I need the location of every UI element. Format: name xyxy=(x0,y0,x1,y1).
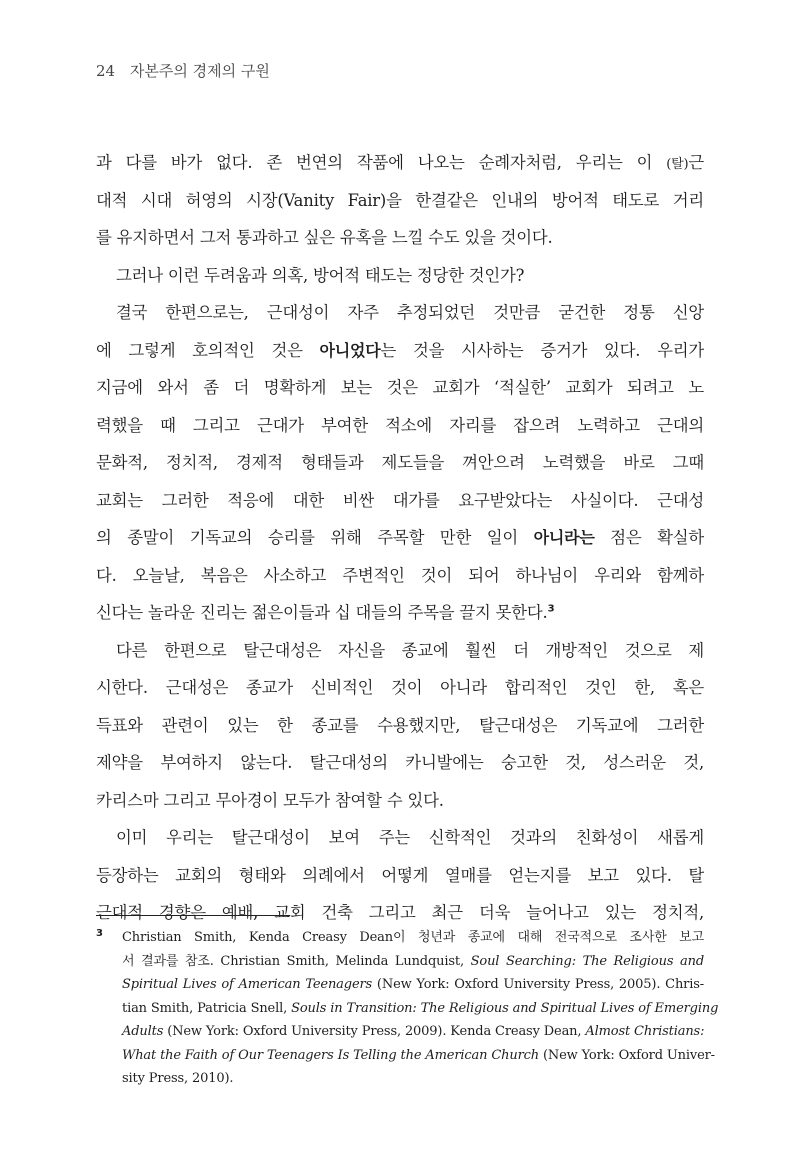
text-line: 교회는 그러한 적응에 대한 비싼 대가를 요구받았다는 사실이다. 근대성 xyxy=(96,490,704,510)
footnote-line: Adults (New York: Oxford University Press, 2009). Kenda Creasy Dean, Almost Christians: xyxy=(122,1024,705,1039)
footnote-number: 3 xyxy=(96,928,103,939)
footnote-line: 서 결과를 참조. Christian Smith, Melinda Lundquist, Soul Searching: The Religious and xyxy=(122,953,704,969)
page-number: 24 xyxy=(96,62,116,80)
text-line: 과 다를 바가 없다. 존 번연의 작품에 나오는 순례자처럼, 우리는 이 (탈)근 xyxy=(96,153,704,172)
emphasis: 아니었다 xyxy=(319,340,381,360)
text-line: 카리스마 그리고 무아경이 모두가 참여할 수 있다. xyxy=(96,790,444,810)
text-line: 문화적, 정치적, 경제적 형태들과 제도들을 껴안으려 노력했을 바로 그때 xyxy=(96,453,704,472)
text-line: 신다는 놀라운 진리는 젊은이들과 십 대들의 주목을 끌지 못한다.$^3$ xyxy=(96,603,555,622)
footnote-reference[interactable]: 3 xyxy=(547,603,555,615)
paragraph-line: 그러나 이런 두려움과 의혹, 방어적 태도는 정당한 것인가? xyxy=(116,265,525,285)
emphasis: 아니라는 xyxy=(533,528,595,547)
text-line: 지금에 와서 좀 더 명확하게 보는 것은 교회가 ‘적실한’ 교회가 되려고 노 xyxy=(96,378,704,397)
book-title: 자본주의 경제의 구원 xyxy=(129,62,270,80)
text-line: 득표와 관련이 있는 한 종교를 수용했지만, 탈근대성은 기독교에 그러한 xyxy=(96,715,704,735)
text-line: 다. 오늘날, 복음은 사소하고 주변적인 것이 되어 하나님이 우리와 함께하 xyxy=(96,565,704,585)
footnote-line: sity Press, 2010). xyxy=(122,1071,234,1086)
text-line: 시한다. 근대성은 종교가 신비적인 것이 아니라 합리적인 것인 한, 혹은 xyxy=(96,678,704,697)
paragraph-line: 다른 한편으로 탈근대성은 자신을 종교에 훨씬 더 개방적인 것으로 제 xyxy=(116,640,704,660)
text-line: 근대적 경향은 예배, 교회 건축 그리고 최근 더욱 늘어나고 있는 정치적, xyxy=(96,903,704,922)
footnote-divider xyxy=(96,915,290,916)
footnote-line: Spiritual Lives of American Teenagers (New York: Oxford University Press, 2005). Chris- xyxy=(122,977,705,992)
text-line: 력했을 때 그리고 근대가 부여한 적소에 자리를 잡으려 노력하고 근대의 xyxy=(96,415,704,435)
text-line: 를 유지하면서 그저 통과하고 싶은 유혹을 느낄 수도 있을 것이다. xyxy=(96,228,553,247)
paragraph-line: 결국 한편으로는, 근대성이 자주 추정되었던 것만큼 굳건한 정통 신앙 xyxy=(116,303,704,322)
body-text xyxy=(96,144,704,932)
footnote-text xyxy=(122,926,719,1091)
text-line: 의 종말이 기독교의 승리를 위해 주목할 만한 일이 아니라는 점은 확실하 xyxy=(96,528,705,547)
text-line: 대적 시대 허영의 시장(Vanity Fair)을 한결같은 인내의 방어적 태도로 거리 xyxy=(96,190,704,210)
text-line: 제약을 부여하지 않는다. 탈근대성의 카니발에는 숭고한 것, 성스러운 것, xyxy=(96,753,704,772)
running-header xyxy=(96,60,270,81)
footnote-line: tian Smith, Patricia Snell, Souls in Transition: The Religious and Spiritual Lives of Emerging xyxy=(122,1000,719,1016)
footnote-line: What the Faith of Our Teenagers Is Telling the American Church (New York: Oxford Univer- xyxy=(122,1047,715,1063)
footnote-line: Christian Smith, Kenda Creasy Dean이 청년과 종교에 대해 전국적으로 조사한 보고 xyxy=(122,930,704,945)
text-line: 등장하는 교회의 형태와 의례에서 어떻게 열매를 얻는지를 보고 있다. 탈 xyxy=(96,865,704,885)
text-line: 에 그렇게 호의적인 것은 아니었다는 것을 시사하는 증거가 있다. 우리가 xyxy=(96,340,704,360)
paragraph-line: 이미 우리는 탈근대성이 보여 주는 신학적인 것과의 친화성이 새롭게 xyxy=(116,828,704,847)
